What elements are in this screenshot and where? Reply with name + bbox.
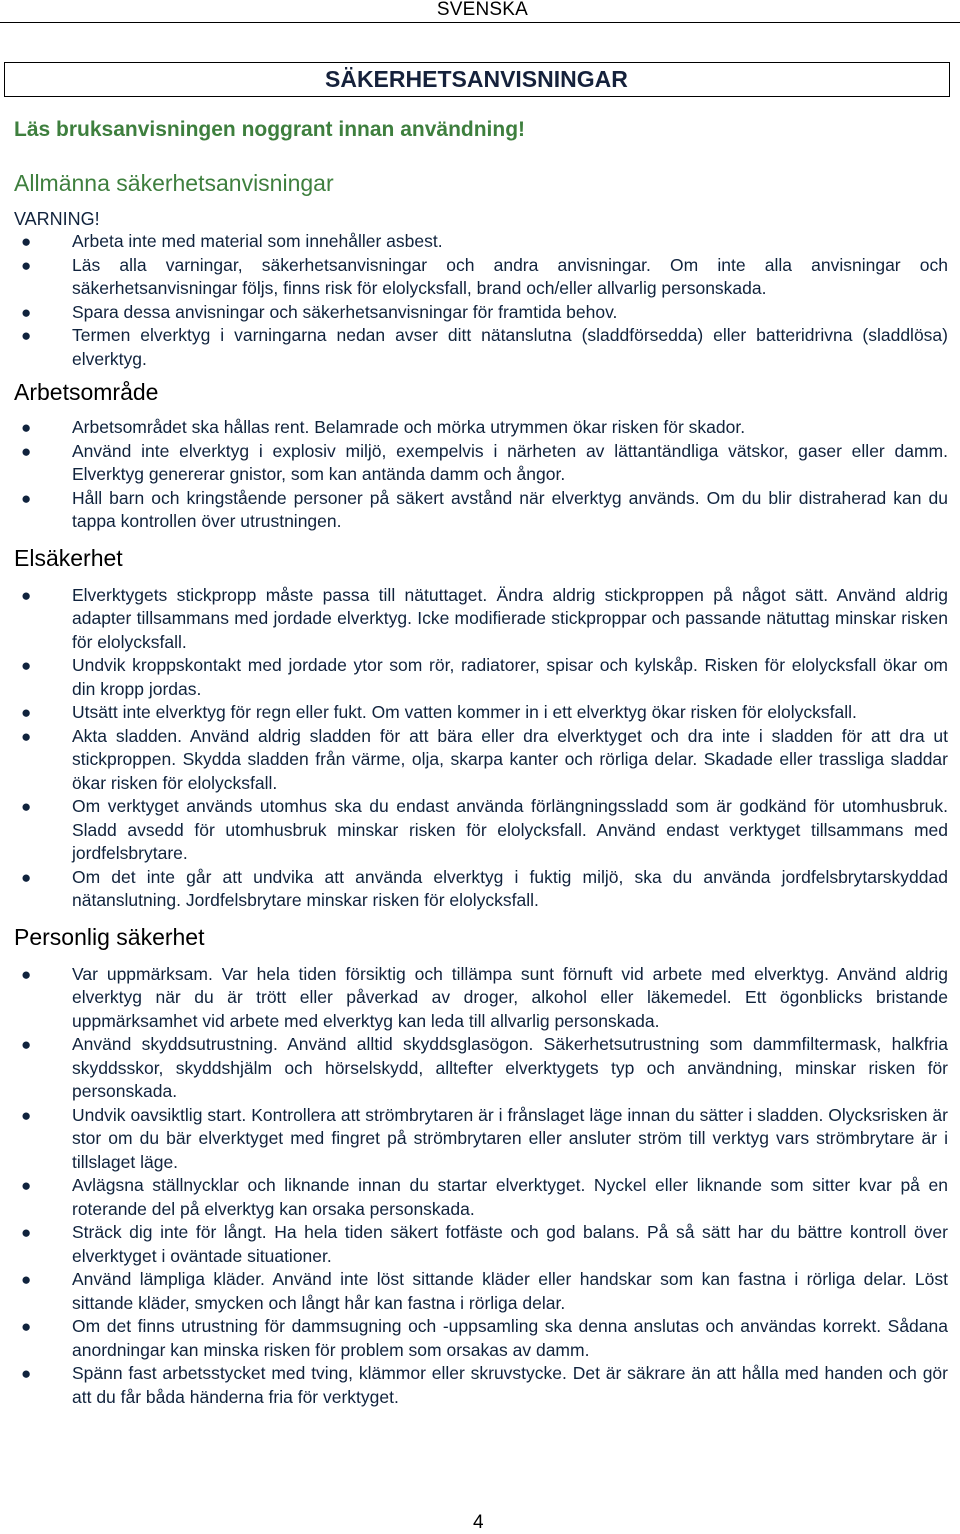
bullet-icon: ● <box>21 441 32 461</box>
list-item: ● Håll barn och kringstående personer på säkert avstånd när elverktyg används. Om du blir distraherad kan du tappa kontrollen över utrustningen. <box>21 487 948 531</box>
bullet-icon: ● <box>21 255 32 275</box>
list-item: ● Om det finns utrustning för dammsugning och -uppsamling ska denna anslutas och användas korrekt. Sådana anordningar kan minska risken för problem som orsakas av damm. <box>21 1316 948 1360</box>
bullet-icon: ● <box>21 1270 32 1289</box>
work-area-heading: Arbetsområde <box>14 379 159 405</box>
page-title: SÄKERHETSANVISNINGAR <box>325 66 628 92</box>
bullet-icon: ● <box>21 797 32 816</box>
general-list <box>14 230 948 371</box>
bullet-icon: ● <box>21 1105 32 1125</box>
list-item: ● Var uppmärksam. Var hela tiden försiktig och tillämpa sunt förnuft vid arbete med elverktyg. Använd aldrig elverktyg när du är trött eller påverkad av droger, alkohol eller läkemedel. Ett ögonblicks bristande uppmärksamhet vid arbete med elverktyg kan leda till allvarlig personskada. <box>21 963 948 1031</box>
personal-heading: Personlig säkerhet <box>14 923 205 950</box>
list-item: ● Utsätt inte elverktyg för regn eller fukt. Om vatten kommer in i ett elverktyg ökar risken för elolycksfall. <box>14 701 948 725</box>
list-item: ● Spara dessa anvisningar och säkerhetsanvisningar för framtida behov. <box>14 301 948 325</box>
page-header <box>0 0 960 23</box>
list-item: ● Akta sladden. Använd aldrig sladden för att bära eller dra elverktyget och dra inte i sladden för att dra ut stickproppen. Skydda sladden från värme, olja, skarpa kanter och rörliga delar. Skadade eller trassliga sladdar ökar risken för elolycksfall. <box>21 725 948 793</box>
page-number: 4 <box>473 1512 484 1533</box>
list-item: ● Elverktygets stickpropp måste passa till nätuttaget. Ändra aldrig stickproppen på något sätt. Använd aldrig adapter tillsammans med jordade elverktyg. Icke modifierade stickproppar och passande nätuttag minskar risken för elolycksfall. <box>21 584 948 652</box>
lead-instruction: Läs bruksanvisningen noggrant innan användning! <box>14 118 526 141</box>
electrical-list <box>14 584 948 913</box>
list-item: ● Om det inte går att undvika att använda elverktyg i fuktig miljö, ska du använda jordfelsbrytarskyddad nätanslutning. Jordfelsbrytare minskar risken för elolycksfall. <box>21 866 948 910</box>
list-item: ● Använd skyddsutrustning. Använd alltid skyddsglasögon. Säkerhetsutrustning som dammfiltermask, halkfria skyddsskor, skyddshjälm och hörselskydd, alltefter elverktygets typ och användning, minskar risken för personskada. <box>21 1034 948 1101</box>
bullet-icon: ● <box>21 326 32 345</box>
bullet-icon: ● <box>21 656 32 675</box>
bullet-icon: ● <box>21 232 32 251</box>
list-item: ● Använd inte elverktyg i explosiv miljö, exempelvis i närheten av lättantändliga vätskor, gaser eller damm. Elverktyg genererar gnistor, som kan antända damm och ångor. <box>21 440 948 484</box>
list-item: ● Undvik oavsiktlig start. Kontrollera att strömbrytaren är i frånslaget läge innan du sätter i sladden. Olycksrisken är stor om du bär elverktyget med fingret på strömbrytaren eller ansluter ström till verktyg vars strömbrytare är i tillslaget läge. <box>21 1104 948 1172</box>
list-item: ● Om verktyget används utomhus ska du endast använda förlängningssladd som är godkänd för utomhusbruk. Sladd avsedd för utomhusbruk minskar risken för elolycksfall. Använd endast verktyget tillsammans med jordfelsbrytare. <box>21 796 948 863</box>
bullet-icon: ● <box>21 585 32 605</box>
list-item: ● Arbeta inte med material som innehåller asbest. <box>14 230 948 254</box>
list-item: ● Använd lämpliga kläder. Använd inte löst sittande kläder eller handskar som kan fastna i rörliga delar. Löst sittande kläder, smycken och långt hår kan fastna i rörliga delar. <box>21 1269 948 1313</box>
bullet-icon: ● <box>21 867 32 887</box>
list-item: ● Avlägsna ställnycklar och liknande innan du startar elverktyget. Nyckel eller liknande som sitter kvar på en roterande del på elverktyg kan orsaka personskada. <box>21 1175 948 1219</box>
title-box <box>4 62 950 97</box>
work-area-list <box>14 416 948 534</box>
warning-label: VARNING! <box>14 209 100 229</box>
bullet-icon: ● <box>21 1176 32 1195</box>
bullet-icon: ● <box>21 964 32 984</box>
list-item: ● Läs alla varningar, säkerhetsanvisningar och andra anvisningar. Om inte alla anvisningar och säkerhetsanvisningar följs, finns risk för elolycksfall, brand och/eller allvarlig personskada. <box>21 254 948 298</box>
bullet-icon: ● <box>21 726 32 746</box>
bullet-icon: ● <box>21 488 32 508</box>
list-item: ● Undvik kroppskontakt med jordade ytor som rör, radiatorer, spisar och kylskåp. Risken för elolycksfall ökar om din kropp jordas. <box>21 655 948 699</box>
list-item: ● Spänn fast arbetsstycket med tving, klämmor eller skruvstycke. Det är säkrare än att hålla med handen och gör att du får båda händerna fria för verktyget. <box>21 1363 948 1407</box>
language-label: SVENSKA <box>436 0 528 20</box>
bullet-icon: ● <box>21 703 32 722</box>
personal-list <box>14 963 948 1410</box>
list-item: ● Sträck dig inte för långt. Ha hela tiden säkert fotfäste och god balans. På så sätt har du bättre kontroll över elverktyget i oväntade situationer. <box>21 1222 948 1266</box>
electrical-heading: Elsäkerhet <box>14 544 123 571</box>
bullet-icon: ● <box>21 1364 32 1383</box>
document-body <box>14 118 948 1409</box>
bullet-icon: ● <box>21 302 32 322</box>
bullet-icon: ● <box>21 1223 32 1242</box>
list-item: ● Termen elverktyg i varningarna nedan avser ditt nätanslutna (sladdförsedda) eller batteridrivna (sladdlösa) elverktyg. <box>21 325 948 369</box>
general-heading: Allmänna säkerhetsanvisningar <box>14 170 334 196</box>
bullet-icon: ● <box>21 1317 32 1336</box>
bullet-icon: ● <box>21 1035 32 1054</box>
bullet-icon: ● <box>21 418 32 437</box>
list-item: ● Arbetsområdet ska hållas rent. Belamrade och mörka utrymmen ökar risken för skador. <box>14 416 948 440</box>
